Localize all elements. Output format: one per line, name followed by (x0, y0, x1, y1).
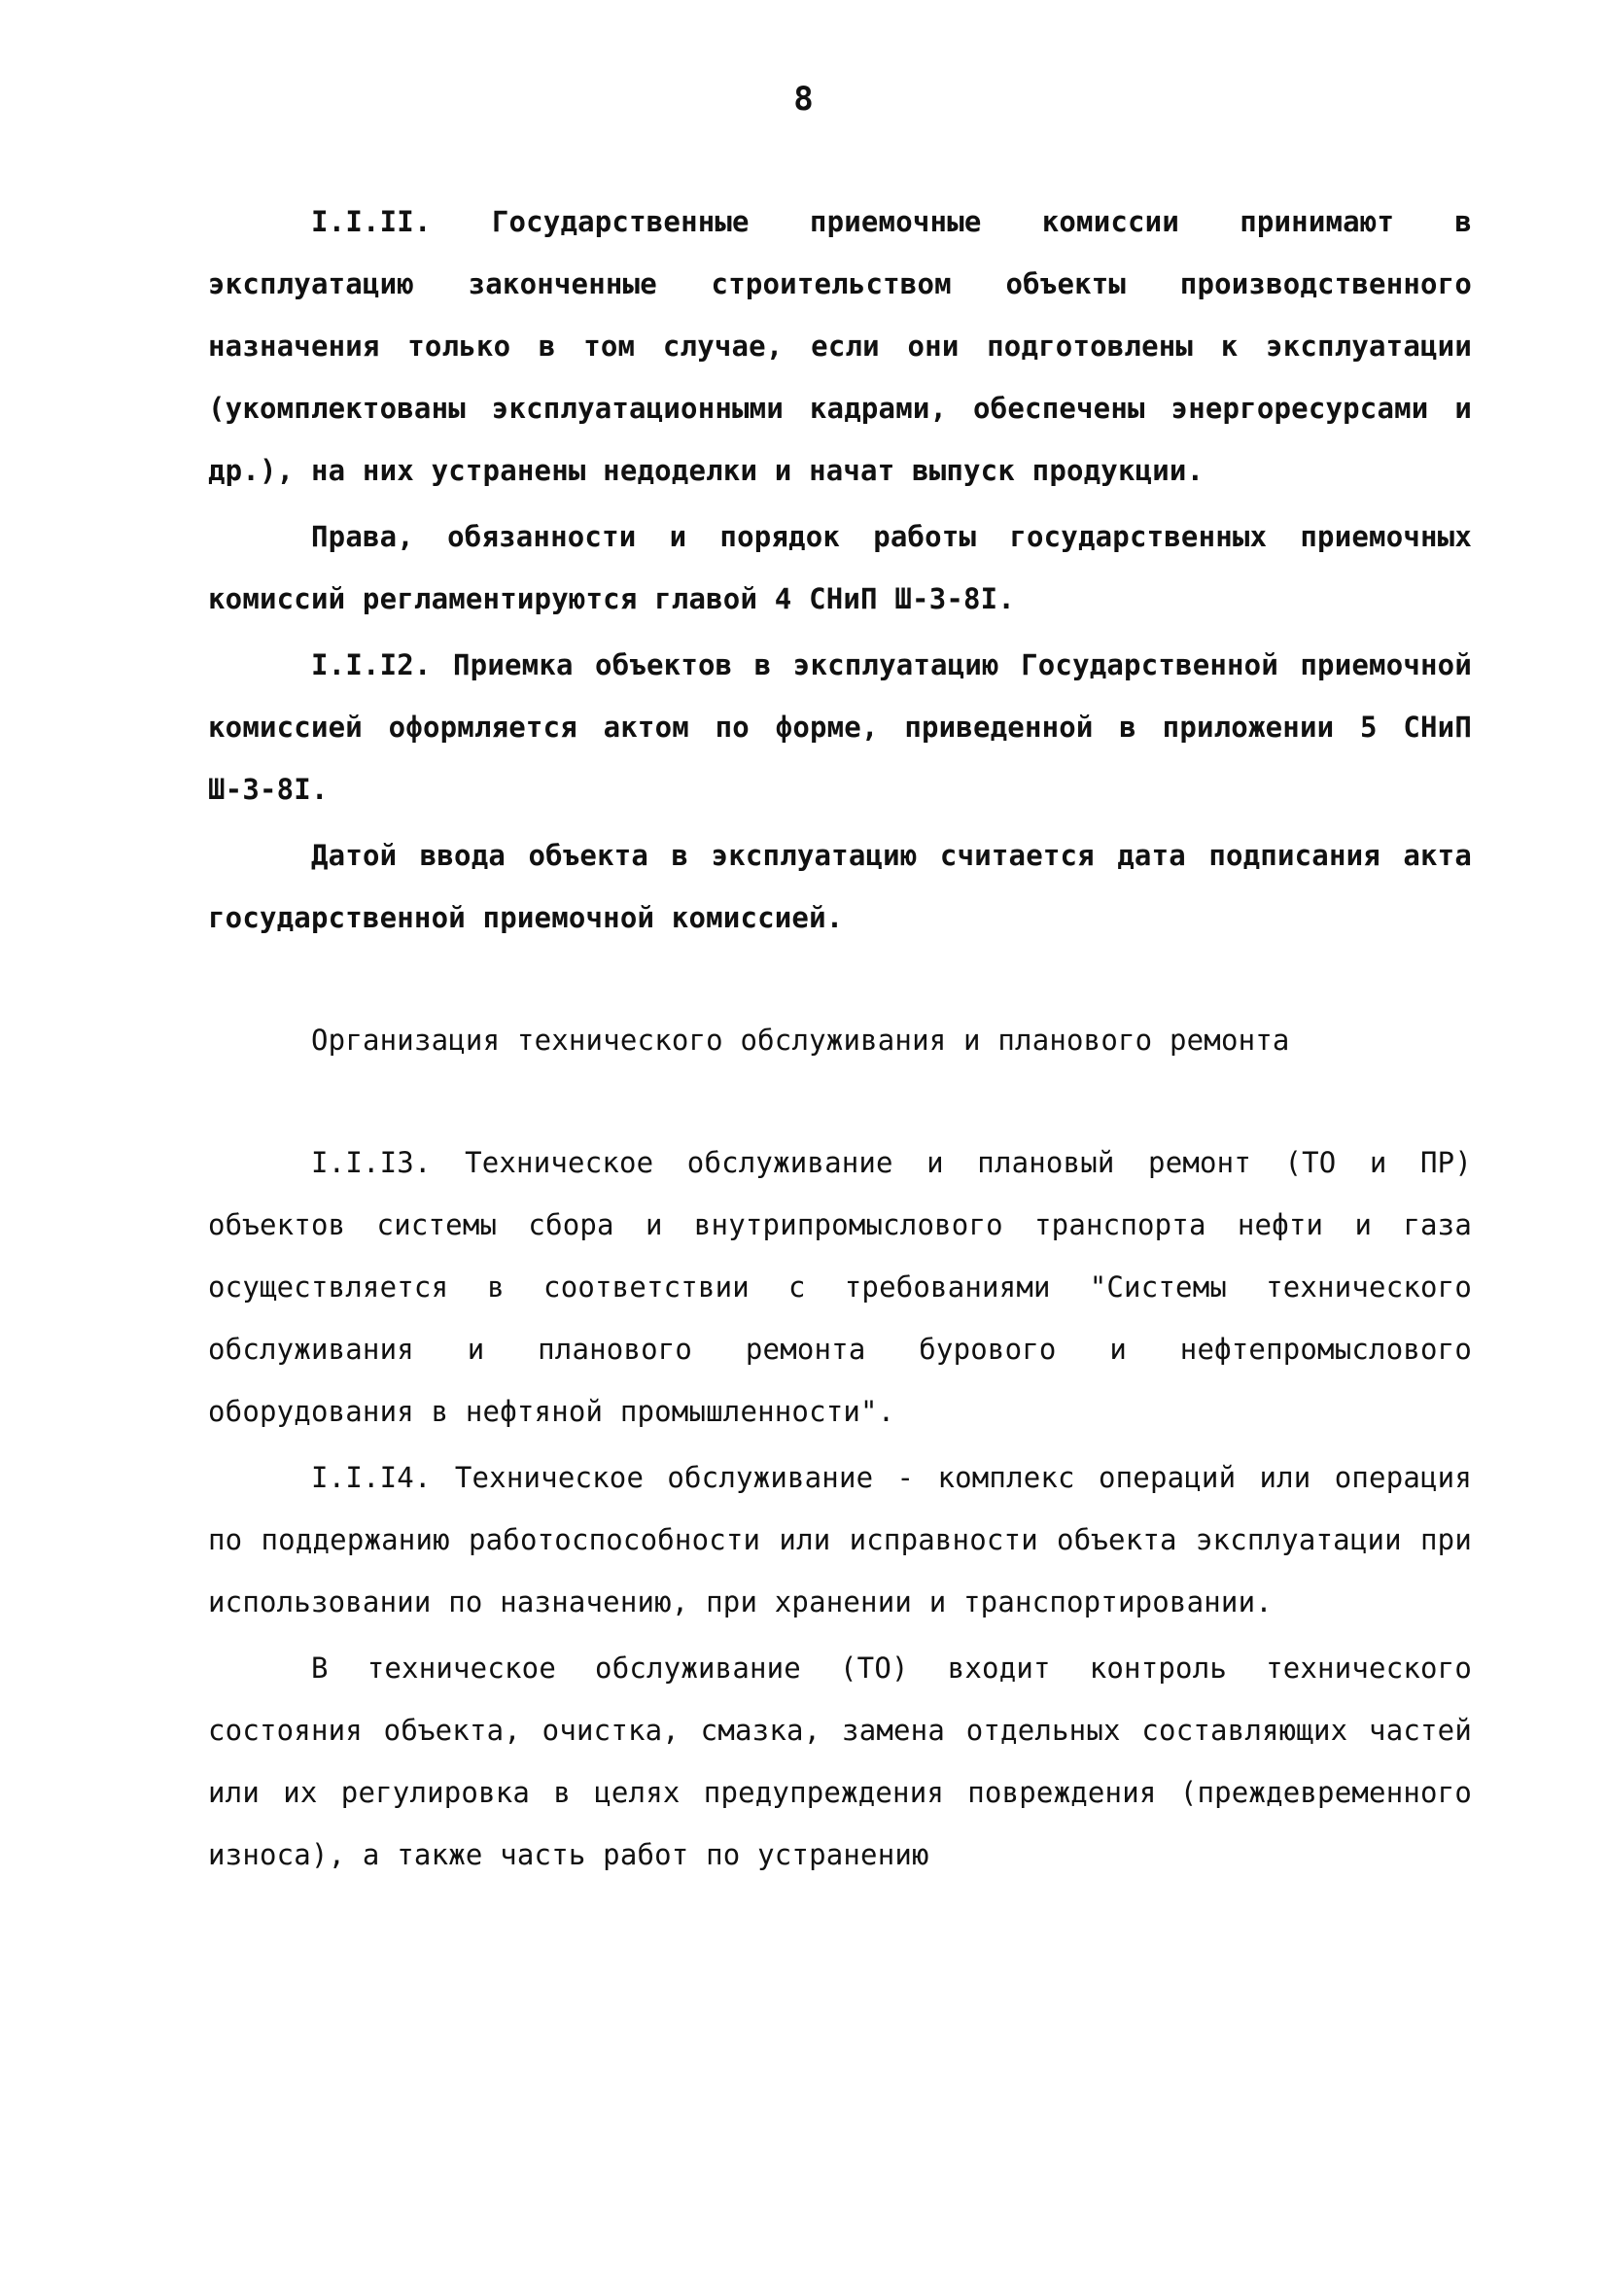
document-body (208, 191, 1472, 1886)
paragraph-rights: Права, обязанности и порядок работы государственных приемочных комиссий регламентируются главой 4 СНиП Ш-3-8I. (208, 520, 1472, 615)
section-heading: Организация технического обслуживания и планового ремонта (311, 1024, 1290, 1057)
paragraph-date: Датой ввода объекта в эксплуатацию считается дата подписания акта государственной приемочной комиссией. (208, 839, 1472, 934)
paragraph-to: В техническое обслуживание (ТО) входит контроль технического состояния объекта, очистка, смазка, замена отдельных составляющих частей или их регулировка в целях предупреждения повреждения (преждевременного износа), а также часть работ по устранению (208, 1652, 1472, 1871)
paragraph-1-1-13: I.I.I3. Техническое обслуживание и плановый ремонт (ТО и ПР) объектов системы сбора и внутрипромыслового транспорта нефти и газа осуществляется в соответствии с требованиями "Системы технического обслуживания и планового ремонта бурового и нефтепромыслового оборудования в нефтяной промышленности". (208, 1146, 1472, 1428)
paragraph-1-1-12: I.I.I2. Приемка объектов в эксплуатацию Государственной приемочной комиссией оформляется актом по форме, приведенной в приложении 5 СНиП Ш-3-8I. (208, 648, 1472, 806)
page-number: 8 (793, 80, 814, 119)
paragraph-1-1-14: I.I.I4. Техническое обслуживание - комплекс операций или операция по поддержанию работоспособности или исправности объекта эксплуатации при использовании по назначению, при хранении и транспортировании. (208, 1461, 1472, 1618)
paragraph-1-1-11: I.I.II. Государственные приемочные комиссии принимают в эксплуатацию законченные строительством объекты производственного назначения только в том случае, если они подготовлены к эксплуатации (укомплектованы эксплуатационными кадрами, обеспечены энергоресурсами и др.), на них устранены недоделки и начат выпуск продукции. (208, 205, 1472, 487)
